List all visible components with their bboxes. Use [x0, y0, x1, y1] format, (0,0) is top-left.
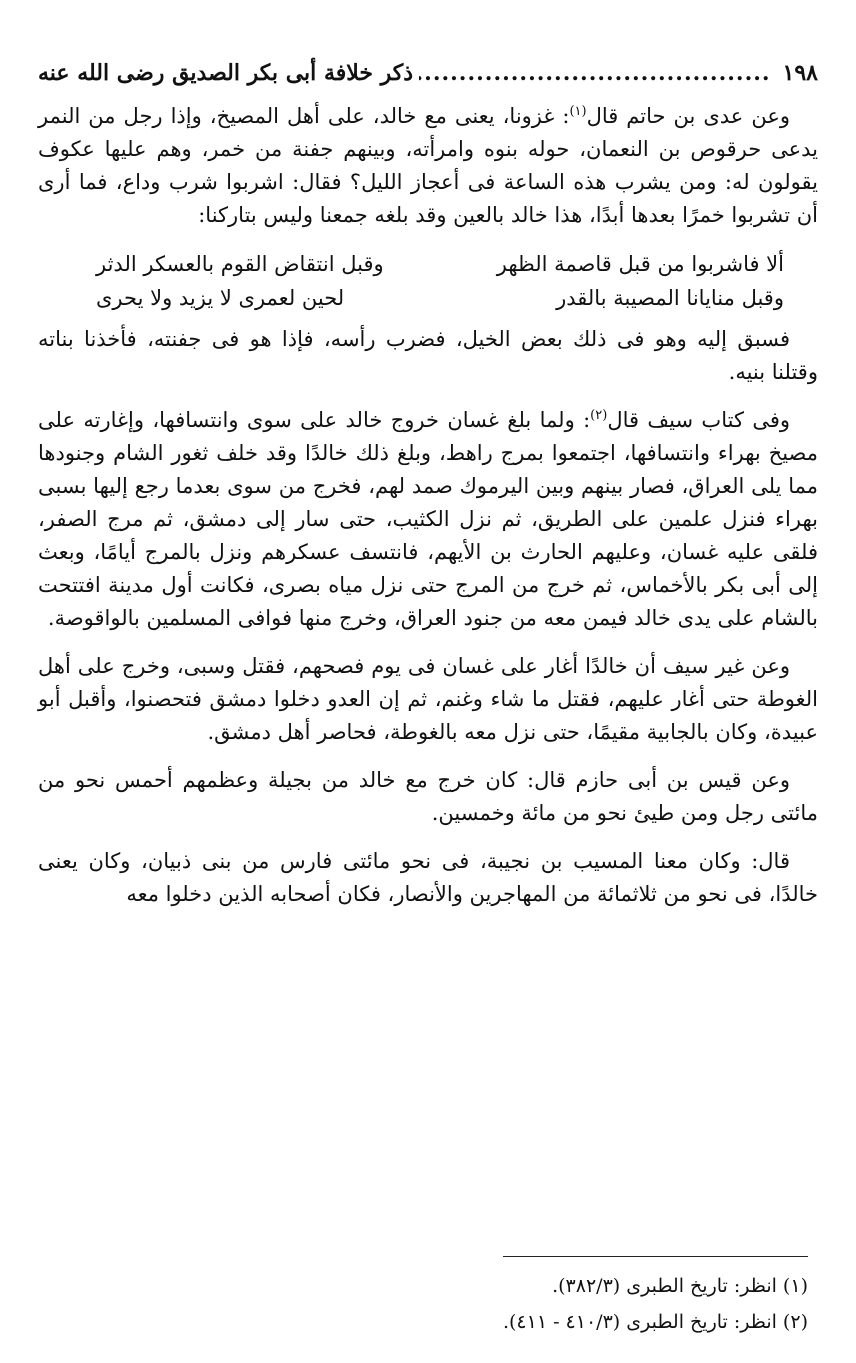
- footnote-separator: [503, 1256, 808, 1257]
- footnote-2: (٢) انظر: تاريخ الطبرى (٤١٠/٣ - ٤١١).: [502, 1311, 808, 1333]
- verse-first-hemistich: وقبل منايانا المصيبة بالقدر: [556, 286, 784, 310]
- paragraph-continuation: فسبق إليه وهو فى ذلك بعض الخيل، فضرب رأسه، فإذا هو فى جفنته، فأخذنا بناته وقتلنا بنيه.: [38, 327, 818, 384]
- header-leader-dots: [419, 58, 770, 88]
- poem-verse: [38, 281, 818, 315]
- paragraph-ghuta: وعن غير سيف أن خالدًا أغار على غسان فى يوم فصحهم، فقتل وسبى، وخرج على أهل الغوطة حتى أغار عليهم، فقتل ما شاء وغنم، ثم إن العدو دخلوا دمشق فتحصنوا، وأقبل أبو عبيدة، وكان بالجابية مقيمًا، حتى نزل معه بالغوطة، فحاصر أهل دمشق.: [38, 654, 818, 744]
- verse-second-hemistich: وقبل انتقاض القوم بالعسكر الدثر: [96, 252, 384, 276]
- paragraph-musayyib: قال: وكان معنا المسيب بن نجيبة، فى نحو مائتى فارس من بنى ذبيان، وكان يعنى خالدًا، فى نحو من ثلاثمائة من المهاجرين والأنصار، فكان أصحابه الذين دخلوا معه: [38, 849, 818, 906]
- running-title: ذكر خلافة أبى بكر الصديق رضى الله عنه: [38, 60, 414, 86]
- verse-second-hemistich: لحين لعمرى لا يزيد ولا يحرى: [96, 286, 345, 310]
- page-body: [38, 100, 818, 926]
- paragraph-adi-bin-hatim: وعن عدى بن حاتم قال$^{(١)}$: غزونا، يعنى مع خالد، على أهل المصيخ، وإذا رجل من النمر يدعى حرقوص بن النعمان، حوله بنوه وامرأته، وبينهم جفنة من خمر، وهم عليها عكوف يقولون له: ومن يشرب هذه الساعة فى أعجاز الليل؟ فقال: اشربوا شرب وداع، فما أرى أن تشربوا خمرًا بعدها أبدًا، هذا خالد بالعين وقد بلغه جمعنا وليس بتاركنا:: [38, 104, 818, 227]
- paragraph-qays: وعن قيس بن أبى حازم قال: كان خرج مع خالد من بجيلة وعظمهم أحمس نحو من مائتى رجل ومن طيئ نحو من مائة وخمسين.: [38, 768, 818, 825]
- footnotes: [40, 1268, 808, 1340]
- poem-verse: [38, 247, 818, 281]
- poem: [38, 247, 818, 315]
- paragraph-kitab-sayf: وفى كتاب سيف قال$^{(٢)}$: ولما بلغ غسان خروج خالد على سوى وانتسافها، وإغارته على مصيخ بهراء وانتسافها، اجتمعوا بمرج راهط، وبلغ ذلك خالدًا وقد خلف ثغور الشام وجنودها مما يلى العراق، فصار بينهم وبين اليرموك صمد لهم، فخرج من سوى بعدما رجع إليها بسبى بهراء فنزل علمين على الطريق، ثم نزل الكثيب، حتى سار إلى دمشق، ثم مرج الصفر، فلقى عليه غسان، وعليهم الحارث بن الأيهم، فانتسف عسكرهم ونزل بالمرج أيامًا، وبعث إلى أبى بكر بالأخماس، ثم خرج من المرج حتى نزل مياه بصرى، فكانت أول مدينة افتتحت بالشام على يدى خالد فيمن معه من جنود العراق، وخرج منها فوافى المسلمين بالواقوصة.: [38, 408, 818, 630]
- footnote-ref-2[interactable]: (٢): [590, 408, 608, 423]
- footnote-ref-1[interactable]: (١): [569, 104, 587, 119]
- verse-first-hemistich: ألا فاشربوا من قبل قاصمة الظهر: [496, 252, 784, 276]
- footnote-1: (١) انظر: تاريخ الطبرى (٣٨٢/٣).: [552, 1275, 808, 1297]
- page-number: ١٩٨: [782, 60, 818, 86]
- running-header: [38, 58, 818, 88]
